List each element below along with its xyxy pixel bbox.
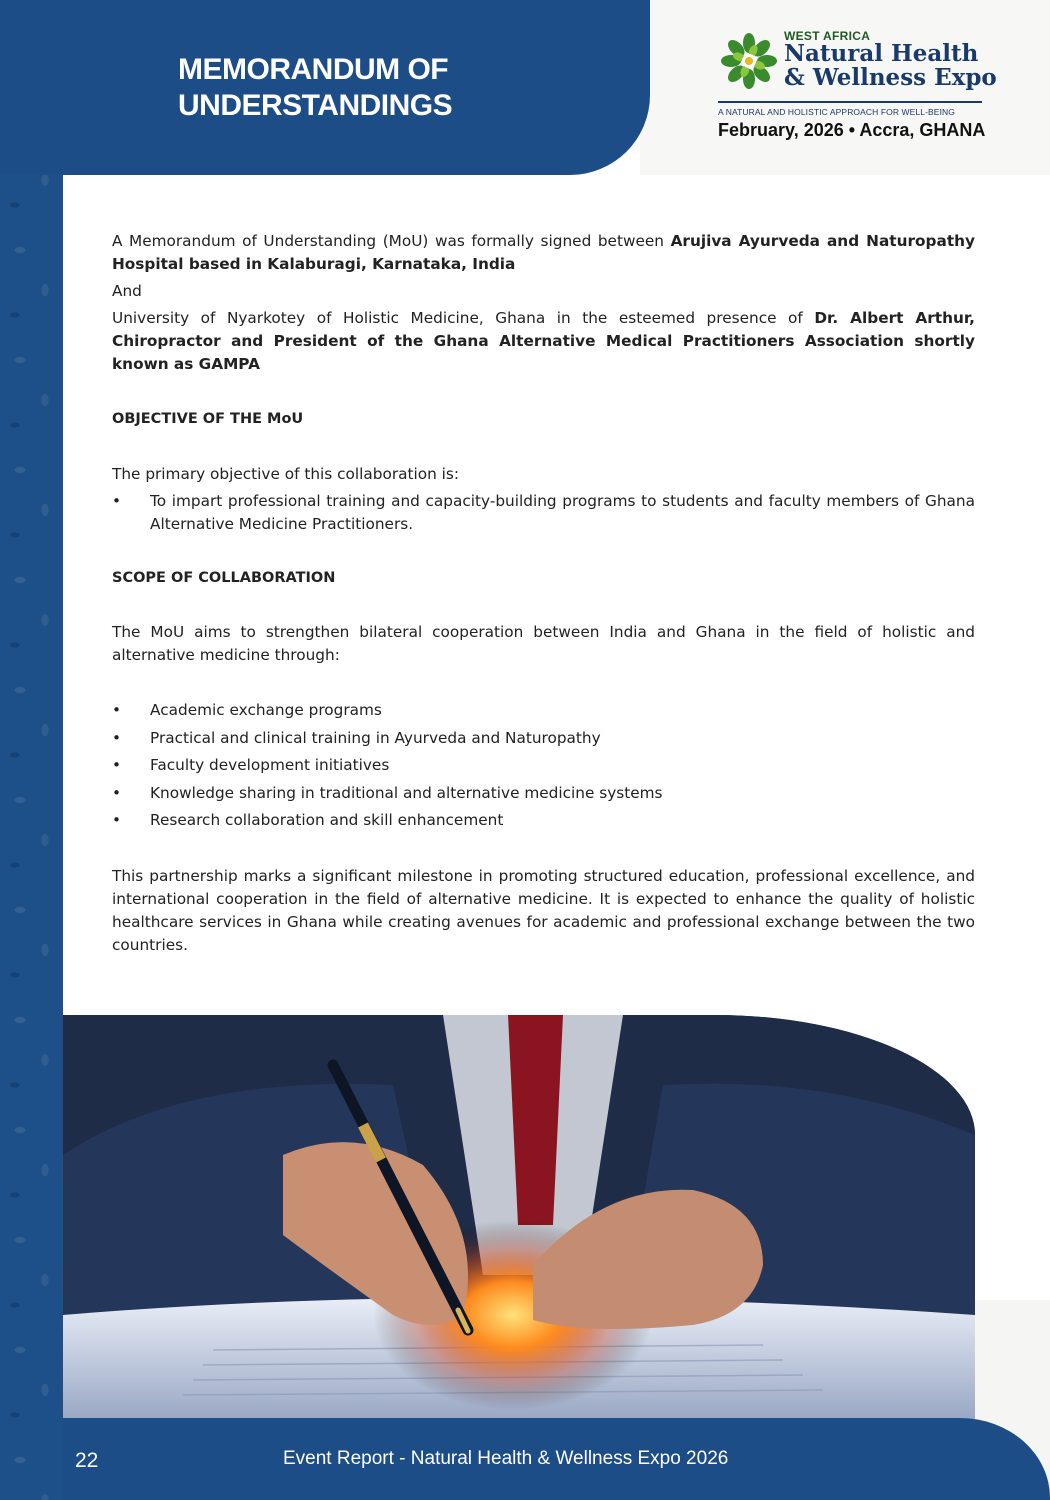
scope-lead: The MoU aims to strengthen bilateral cooperation between India and Ghana in the field of holistic and alternative medicine through: [112, 623, 975, 664]
footer-title: Event Report - Natural Health & Wellness Expo 2026 [283, 1448, 729, 1469]
scope-list [112, 697, 975, 835]
intro-p2-text: University of Nyarkotey of Holistic Medicine, Ghana in the esteemed presence of [112, 309, 815, 327]
objective-lead: The primary objective of this collaboration is: [112, 465, 460, 483]
intro-p1-text: A Memorandum of Understanding (MoU) was formally signed between [112, 232, 671, 250]
logo-name-line2: & Wellness Expo [784, 64, 997, 91]
signing-photo [63, 1015, 975, 1419]
list-item: • Faculty development initiatives [112, 752, 975, 780]
left-pattern-band [0, 0, 63, 1500]
objective-heading: OBJECTIVE OF THE MoU [112, 411, 304, 427]
list-item: • Knowledge sharing in traditional and alternative medicine systems [112, 780, 975, 808]
objective-bullet: • To impart professional training and capacity-building programs to students and faculty members of Ghana Alternative Medicine Practitioners. [112, 490, 975, 536]
closing-paragraph: This partnership marks a significant milestone in promoting structured education, professional excellence, and international cooperation in the field of alternative medicine. It is expected to enhance the quality of holistic healthcare services in Ghana while creating avenues for academic and professional exchange between the two countries. [112, 866, 975, 954]
intro-p1-bold: Arujiva Ayurveda and Naturopathy Hospital based in Kalaburagi, Karnataka, India [112, 232, 976, 273]
memorandum-body [112, 230, 975, 957]
and-text: And [112, 282, 142, 300]
page-title-line1: MEMORANDUM OF [178, 53, 449, 86]
logo-tagline: A NATURAL AND HOLISTIC APPROACH FOR WELL-BEING [718, 107, 955, 117]
page-number: 22 [75, 1449, 99, 1472]
flower-logo-icon [720, 32, 778, 90]
logo-region: WEST AFRICA [784, 29, 871, 43]
intro-p2-bold: Dr. Albert Arthur, Chiropractor and President of the Ghana Alternative Medical Practitioners Association shortly known as GAMPA [112, 309, 975, 373]
logo-divider [718, 101, 982, 103]
event-date-location: February, 2026 • Accra, GHANA [718, 120, 986, 140]
list-item: • Academic exchange programs [112, 697, 975, 725]
logo-name-line1: Natural Health [784, 40, 979, 67]
intro-paragraph-2 [112, 307, 975, 376]
page-title-line2: UNDERSTANDINGS [178, 89, 453, 122]
intro-paragraph-1 [112, 230, 975, 276]
list-item: • Practical and clinical training in Ayurveda and Naturopathy [112, 725, 975, 753]
expo-logo [716, 26, 997, 146]
list-item: • Research collaboration and skill enhancement [112, 807, 975, 835]
scope-heading: SCOPE OF COLLABORATION [112, 570, 336, 586]
page-title [178, 52, 452, 124]
signing-illustration [63, 1015, 975, 1419]
